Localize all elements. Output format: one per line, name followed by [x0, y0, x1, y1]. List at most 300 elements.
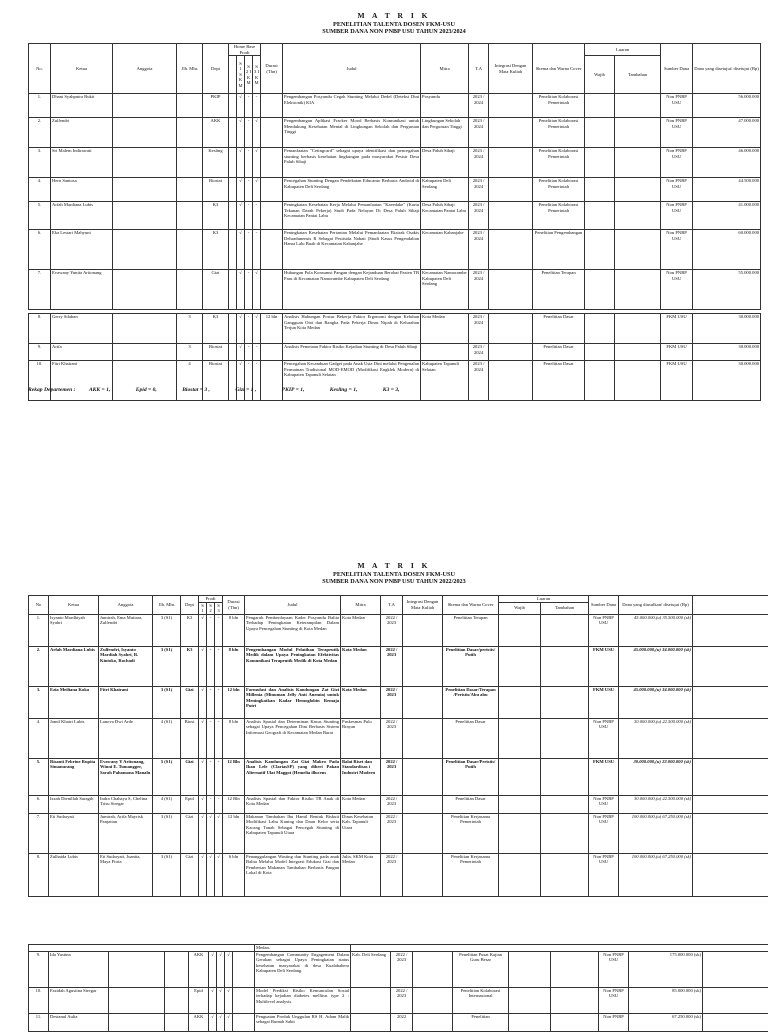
row-wajib [585, 314, 615, 344]
row-prodi-s3: - [215, 646, 223, 686]
matrix-2022-continuation-wrap [28, 944, 760, 1032]
row-durasi [261, 230, 283, 270]
col2-jlh: Jlh. Mhs [153, 596, 181, 615]
row-durasi [261, 148, 283, 178]
row-skema: Penelitian Kerjasama Pemerintah [443, 853, 499, 896]
row-dana: 56.000.000 [693, 94, 761, 118]
row-skema: Penelitian Terapan [533, 270, 585, 310]
row-jlh: 3 (S1) [153, 853, 181, 896]
table-row [29, 270, 761, 310]
row-hb-s3: - [253, 94, 261, 118]
row-wajib [509, 987, 551, 1013]
row-integrasi [403, 795, 443, 813]
table-row [29, 614, 768, 646]
row-dana: 45.000.000,(u) 34.000.000 (sk) [619, 686, 693, 718]
row-mitra: Dinas Kesehatan Kab. Tapanuli Utara [341, 813, 381, 853]
row-judul: Analisis Spasial dan Determinan Kasus Stunting sebagai Upaya Pencegahan Dini Berbasis Sistem Informasi Geografi di Kecamatan Medan Barat [245, 718, 341, 758]
row-tambahan [541, 853, 589, 896]
row-judul: Penanggulangan Wasting dan Stunting pada anak Balita Melalui Model Integrasi Edukasi Gizi dan Pemberian Makanan Tambahan Berbasis Pangan Lokal di Kota [245, 853, 341, 896]
row-anggota [109, 1013, 165, 1031]
row-hb-s2: - [245, 94, 253, 118]
col-jlh: Jlh. Mhs [177, 44, 203, 94]
col-mitra: Mitra [421, 44, 469, 94]
row-sumber: Non PNBP USU [589, 614, 619, 646]
row-prodi-s3: √ [225, 951, 233, 987]
col-anggota: Anggota [113, 44, 177, 94]
row-prodi-s2: √ [217, 1013, 225, 1031]
row-ketua: Fazidah Agustina Siregar [49, 987, 109, 1013]
col-skema: Skema dan Warna Cover [533, 44, 585, 94]
row-ketua: Fitri Khairani [51, 361, 113, 401]
table-row [29, 646, 768, 686]
row-jlh: 3 [177, 314, 203, 344]
row-anggota [113, 361, 177, 401]
col2-p3: S 3 [215, 602, 223, 614]
row-prodi-s3: - [215, 686, 223, 718]
row-prodi-s1: √ [209, 951, 217, 987]
row-integrasi [403, 718, 443, 758]
row-no: 5. [29, 758, 49, 795]
row-jlh: 3 (S1) [153, 686, 181, 718]
row-ketua: Ida Yustina [49, 951, 109, 987]
doc1-subtitle-1: PENELITIAN TALENTA DOSEN FKM-USU [28, 21, 760, 28]
row-wajib [499, 646, 541, 686]
row-integrasi [489, 94, 533, 118]
doc1-subtitle-2: SUMBER DANA NON PNBP USU TAHUN 2023/2024 [28, 28, 760, 35]
row-jlh [177, 178, 203, 202]
row-wajib [585, 178, 615, 202]
col2-durasi: Durasi (Thn) [223, 596, 245, 615]
row-hb-s1: √ [237, 361, 245, 401]
row-no: 10. [29, 987, 49, 1013]
row-durasi: 8 bln [223, 718, 245, 758]
table-row [29, 686, 768, 718]
row-dana: 85.000.000 (sk) [629, 987, 703, 1013]
row-hb-s2: - [245, 148, 253, 178]
col-no: No. [29, 44, 51, 94]
row-ta: 2023 / 2024 [469, 230, 489, 270]
row-wajib [509, 1013, 551, 1031]
row-integrasi [489, 202, 533, 230]
matrix-2022-table [28, 595, 768, 897]
row-wajib [585, 344, 615, 361]
row-wajib [585, 148, 615, 178]
row-hb-s2: - [245, 178, 253, 202]
row-dept: Gizi [181, 853, 199, 896]
doc1-title: M A T R I K [28, 12, 760, 21]
row-dept: Biostat [203, 178, 229, 202]
col2-no: No [29, 596, 49, 615]
row-sumber: Non PNBP USU [661, 202, 693, 230]
row-no: 7. [29, 270, 51, 310]
row-anggota [113, 178, 177, 202]
row-prodi-s3: - [215, 795, 223, 813]
matrix-2022-table-wrap [28, 595, 760, 897]
row-sumber: Non PNBP USU [589, 813, 619, 853]
row-hb-s3: √ [253, 178, 261, 202]
row-hb-s1: √ [237, 270, 245, 310]
row-dept: Biost [181, 718, 199, 758]
row-no: 3. [29, 686, 49, 718]
row-mitra: Balai Riset dan Standardisas i Industri Modern [341, 758, 381, 795]
row-prodi-s3: √ [225, 1013, 233, 1031]
col2-dept: Dept [181, 596, 199, 615]
row-tambahan [615, 361, 661, 401]
row-dana: 30.000.000 [693, 361, 761, 401]
col-luaran: Luaran [585, 44, 661, 56]
continuation-body [29, 945, 768, 1032]
row-wajib [499, 853, 541, 896]
row-integrasi [403, 614, 443, 646]
row-no: 4. [29, 178, 51, 202]
row-ketua: Arfah Mardiana Lubis [51, 202, 113, 230]
row-integrasi [403, 853, 443, 896]
row-skema: Penelitian Dasar [443, 718, 499, 758]
row-integrasi [413, 987, 453, 1013]
row-mitra: Kecamatan Namorambe Kabupaten Deli Serdang [421, 270, 469, 310]
row-ta: 2022 / 2023 [381, 718, 403, 758]
row-no: 9. [29, 951, 49, 987]
row-dana: 44.500.000 [693, 178, 761, 202]
row-durasi [233, 987, 255, 1013]
col2-tambahan: Tambahan [541, 602, 589, 614]
row-anggota [113, 94, 177, 118]
row-skema: Penelitian Dasar/Peristis/ Putih [443, 758, 499, 795]
row-wajib [499, 686, 541, 718]
row-dept: Epid [181, 795, 199, 813]
row-jlh [165, 951, 189, 987]
row-mitra: Kab. Deli Serdang [351, 951, 391, 987]
row-dept: Gizi [181, 758, 199, 795]
col-durasi: Durasi (Thn) [261, 44, 283, 94]
row-wajib [585, 118, 615, 148]
row-prodi-s1: √ [199, 853, 207, 896]
row-no: 6. [29, 230, 51, 270]
row-durasi [233, 951, 255, 987]
row-skema: Penelitian [453, 1013, 509, 1031]
row-hb-s2: - [245, 230, 253, 270]
row-prodi-s3: - [215, 758, 223, 795]
row-tambahan [615, 148, 661, 178]
row-durasi: 12 bln [261, 314, 283, 344]
row-tambahan [615, 118, 661, 148]
row-sumber: Non PNBP USU [661, 270, 693, 310]
row-dana: 45.000.000,(u) 34.000.000 (sk) [619, 646, 693, 686]
row-durasi: 12 Bln [223, 758, 245, 795]
col-judul: Judul [283, 44, 421, 94]
row-ketua: Evawany Yunita Aritonang [51, 270, 113, 310]
row-durasi [261, 202, 283, 230]
row-dana: 30.000.000,(u) 22.500.000 (sk) [619, 718, 693, 758]
row-dana: 60.000.000 [693, 230, 761, 270]
row-sumber: Non PNBP USU [589, 853, 619, 896]
row-jlh [177, 270, 203, 310]
row-tambahan [541, 614, 589, 646]
row-wajib [585, 202, 615, 230]
row-dept: Gizi [181, 813, 199, 853]
row-jlh: 4 (S1) [153, 795, 181, 813]
col2-integrasi: Integrasi Dengan Mata Kuliah [403, 596, 443, 615]
matrix-2022-header [28, 562, 760, 585]
row-mitra: Julia, SKM Kota Medan [341, 853, 381, 896]
row-tambahan [541, 758, 589, 795]
row-dept: Biostat [203, 344, 229, 361]
row-skema: Penelitian Dasar [443, 795, 499, 813]
row-ta: 2023 / 2024 [469, 94, 489, 118]
row-prodi-s1: √ [199, 646, 207, 686]
col2-p1: S 1 [199, 602, 207, 614]
row-prodi-s1: √ [199, 686, 207, 718]
row-ketua: Destanul Aulia [49, 1013, 109, 1031]
row-skema: Penelitian Dasar/peristis/ Putih [443, 646, 499, 686]
row-hb-s3: √ [253, 270, 261, 310]
row-dana: 55.000.000 [693, 270, 761, 310]
row-judul: Peningkatan Kesehatan Kerja Melalui Pemanfaatan "Kaeedake" (Kartu Tekanan Darah Pekerja) Studi Pada Nelayan Di Desa Paluh Sibaji Kecamatan Pantai Labu [283, 202, 421, 230]
row-mitra: Desa Paluh Sibaji Kecamatan Pantai Labu [421, 202, 469, 230]
row-judul: Pengembangan Aplikasi Fracker Mood Berbasis Komunikasi untuk Mendukung Kesehatan Mental di Lingkungan Sekolah dan Perguruan Tinggi [283, 118, 421, 148]
row-dept: AKK [189, 1013, 209, 1031]
department-recap [28, 387, 760, 393]
col-dana: Dana yang disetujui/ disetujui (Rp) [693, 44, 761, 94]
row-integrasi [489, 361, 533, 401]
row-prodi-s1: √ [199, 795, 207, 813]
row-jlh: 3 [177, 344, 203, 361]
row-jlh [177, 118, 203, 148]
row-sumber: FKM USU [589, 758, 619, 795]
row-prodi-s2: - [207, 686, 215, 718]
recap-akk: AKK = 1, [89, 387, 110, 393]
row-sumber: FKM USU [661, 361, 693, 401]
row-wajib [499, 614, 541, 646]
row-hb-s3: - [253, 344, 261, 361]
row-skema: Penelitian Pengembangan [533, 230, 585, 270]
table-row [29, 1013, 768, 1031]
row-prodi-s3: √ [225, 987, 233, 1013]
row-prodi-s1: √ [199, 718, 207, 758]
row-no: 10. [29, 361, 51, 401]
row-jlh [177, 148, 203, 178]
col-integrasi: Integrasi Dengan Mata Kuliah [489, 44, 533, 94]
row-judul: Analisis Spasial dan Faktor Risiko TB Anak di Kota Medan [245, 795, 341, 813]
row-hb-s1: √ [237, 344, 245, 361]
row-ta: 2023 / 2024 [469, 361, 489, 401]
matrix-2023-header [28, 12, 760, 35]
row-anggota [113, 344, 177, 361]
row-mitra: Kota Medan [341, 795, 381, 813]
row-hb-s1: √ [237, 94, 245, 118]
row-tambahan [615, 314, 661, 344]
row-anggota: Indra Chahaya S, Chelina Trisu Siregar [99, 795, 153, 813]
row-integrasi [489, 178, 533, 202]
row-dept: K3 [203, 230, 229, 270]
row-tambahan [541, 813, 589, 853]
col2-ta: T.A [381, 596, 403, 615]
row-ketua: Zulhaida Lubis [49, 853, 99, 896]
row-hb-s1: √ [237, 178, 245, 202]
row-integrasi [413, 951, 453, 987]
row-judul: Pencegahan Kecanduan Gadget pada Anak Usia Dini melalui Pengenalan Permainan Tradisional MOD-EMOD (Modifikasi Engklek Modern) di Kabupaten Tapanuli Selatan [283, 361, 421, 401]
row-anggota: Evawany Y Aritonang, Winni E. Tumangger, Sarah Pahamona Manalu [99, 758, 153, 795]
row-jlh: 3 (S1) [153, 614, 181, 646]
col2-luaran: Luaran [499, 596, 589, 603]
row-prodi-s2: √ [207, 813, 215, 853]
row-durasi [233, 1013, 255, 1031]
row-sumber: FKM USU [589, 686, 619, 718]
row-ta: 2023 / 2024 [469, 202, 489, 230]
row-hb-s3: - [253, 361, 261, 401]
matrix-2022-body [29, 614, 768, 896]
row-ta: 2022 / 2023 [381, 758, 403, 795]
row-hb-s1: √ [237, 314, 245, 344]
row-ta: 2023 / 2024 [469, 148, 489, 178]
row-ketua: Zulfendri [51, 118, 113, 148]
row-wajib [585, 94, 615, 118]
row-anggota: Eti Sudaryati, Juanita, Maya Fitria [99, 853, 153, 896]
row-judul: Makanan Tambahan Ibu Hamil Bentuk Biskuit Modifikasi Labu Kuning dan Daun Kelor serta Kacang Tanah Sebagai Pencegah Stunting di Kabupaten Tapanuli Utara [245, 813, 341, 853]
recap-epid: Epid = 0, [136, 387, 157, 393]
row-skema: Penelitian Kolaborasi Internasional [453, 987, 509, 1013]
recap-gizi: Gizi = 1 , [235, 387, 256, 393]
row-jlh: 4 [177, 361, 203, 401]
row-ta: 2023 / 2024 [469, 314, 489, 344]
row-dana: 45.000.000,(u) 35.500.000 (sk) [619, 614, 693, 646]
row-hb-s2: - [245, 344, 253, 361]
matrix-2023-table [28, 43, 761, 401]
row-dana: 100.000.000,(u) 67.250.000 (sk) [619, 813, 693, 853]
col-hb-s1: S 1 S K M [237, 56, 245, 94]
row-wajib [499, 758, 541, 795]
row-integrasi [489, 344, 533, 361]
row-hb-s1: √ [237, 118, 245, 148]
row-anggota: Jumirah, Ema Mutiara, Zulfendri [99, 614, 153, 646]
row-durasi: 12 bln [223, 686, 245, 718]
col2-extra [693, 596, 768, 615]
row-ketua: Isyanto Mardhiyah Syahri [49, 614, 99, 646]
col-hb-s2: S 2 I K M [245, 56, 253, 94]
row-mitra: Kabupaten Deli Serdang [421, 178, 469, 202]
matrix-2023-body [29, 94, 761, 401]
row-ketua: Dhani Syahputra Bukit [51, 94, 113, 118]
row-wajib [509, 951, 551, 987]
row-integrasi [489, 148, 533, 178]
row-durasi: 6 bln [223, 853, 245, 896]
matrix-2022-continuation [28, 944, 768, 1032]
row-mitra [351, 987, 391, 1013]
row-jlh [177, 230, 203, 270]
row-jlh: 5 (S1) [153, 758, 181, 795]
row-no: 1. [29, 614, 49, 646]
row-mitra: Kota Medan [421, 314, 469, 344]
row-sumber: Non PNBP USU [661, 118, 693, 148]
row-no: 7. [29, 813, 49, 853]
row-mitra [421, 344, 469, 361]
row-hb-s2: - [245, 118, 253, 148]
row-sumber: Non PNBP USU [661, 148, 693, 178]
row-judul: Model Prediksi Risiko Kemunculan Sosial terhadap kejadian diabetes mellitus type 2 : Multilevel analysis. [255, 987, 351, 1013]
row-hb-s1: √ [237, 148, 245, 178]
recap-kesling: Kesling = 1, [330, 387, 358, 393]
row-dana: 46.000.000 [693, 148, 761, 178]
row-sumber: Non PNBP [599, 1013, 629, 1031]
row-hb-s2: - [245, 314, 253, 344]
row-wajib [585, 361, 615, 401]
row-prodi-s3: - [215, 718, 223, 758]
row-wajib [499, 718, 541, 758]
row-tambahan [541, 795, 589, 813]
row-anggota [113, 202, 177, 230]
row-durasi: 8 bln [223, 614, 245, 646]
row-prodi-s2: √ [217, 987, 225, 1013]
row-prodi-s3: √ [215, 853, 223, 896]
col2-mitra: Mitra [341, 596, 381, 615]
row-integrasi [413, 1013, 453, 1031]
row-hb-s2: - [245, 361, 253, 401]
col2-sumber: Sumber Dana [589, 596, 619, 615]
row-integrasi [489, 230, 533, 270]
col-hb-s3: S 3 I K M [253, 56, 261, 94]
recap-k3: K3 = 3, [383, 387, 400, 393]
row-jlh [177, 94, 203, 118]
row-mitra: Lingkungan Sekolah dan Perguruan Tinggi [421, 118, 469, 148]
row-ta: 2022 / 2023 [381, 646, 403, 686]
col2-p2: S 2 [207, 602, 215, 614]
row-jlh [165, 987, 189, 1013]
table-row [29, 178, 761, 202]
row-hb-s2: - [245, 270, 253, 310]
row-sumber: FKM USU [589, 646, 619, 686]
row-tambahan [551, 987, 599, 1013]
table-row [29, 361, 761, 401]
col2-anggota: Anggota [99, 596, 153, 615]
row-tambahan [541, 686, 589, 718]
row-anggota [113, 148, 177, 178]
row-judul: Peningkatan Kesehatan Pertanian Melalui Pemanfaatan Ekstrak Osakis Dehradunensis R Sebagai Pestisida Nabati (Studi Kasus Pengendalian Hama Lalu Buah di Kecamatan Kabanjahe [283, 230, 421, 270]
col2-judul: Judul [245, 596, 341, 615]
col2-prodi: Prodi [199, 596, 223, 603]
row-mitra: Puskesmas Pulo Brayan [341, 718, 381, 758]
row-durasi [261, 344, 283, 361]
row-prodi-s3: √ [215, 813, 223, 853]
row-integrasi [489, 314, 533, 344]
row-jlh [177, 202, 203, 230]
row-skema: Penelitian Dasar [533, 314, 585, 344]
row-anggota [109, 987, 165, 1013]
row-skema: Penelitian Kerjasama Pemerintah [443, 813, 499, 853]
row-no: 8. [29, 853, 49, 896]
row-prodi-s2: - [207, 614, 215, 646]
doc2-subtitle-2: SUMBER DANA NON PNBP USU TAHUN 2022/2023 [28, 578, 760, 585]
row-ketua: Heru Santosa [51, 178, 113, 202]
row-judul: Analisis Kandungan Zat Gizi Makro Pada Ikan Lele (ClariasSP) yang diberi Pakan Alternatif Ulat Maggot (Hemelia illucens [245, 758, 341, 795]
row-durasi [261, 118, 283, 148]
row-no: 4. [29, 718, 49, 758]
row-prodi-s2: √ [217, 951, 225, 987]
row-sumber: Non PNBP USU [599, 987, 629, 1013]
row-hb-s1: √ [237, 230, 245, 270]
row-tambahan [551, 1013, 599, 1031]
row-dept: AKK [189, 951, 209, 987]
row-tambahan [615, 178, 661, 202]
row-judul: Analisis Pemetaan Faktor Risiko Kejadian Stunting di Desa Paluh Sibaji [283, 344, 421, 361]
row-tambahan [615, 270, 661, 310]
row-judul: Formulasi dan Analisis Kandungan Zat Gizi Millenia (Minuman Jelly Anti Anemia) untuk Meningkatkan Kadar Hemoglobin Remaja Putri [245, 686, 341, 718]
row-prodi-s1: √ [209, 1013, 217, 1031]
table-row [29, 314, 761, 344]
row-no: 8. [29, 314, 51, 344]
row-durasi: 12 Bln [223, 795, 245, 813]
row-no: 9. [29, 344, 51, 361]
row-ta: 2022 / 2023 [381, 853, 403, 896]
